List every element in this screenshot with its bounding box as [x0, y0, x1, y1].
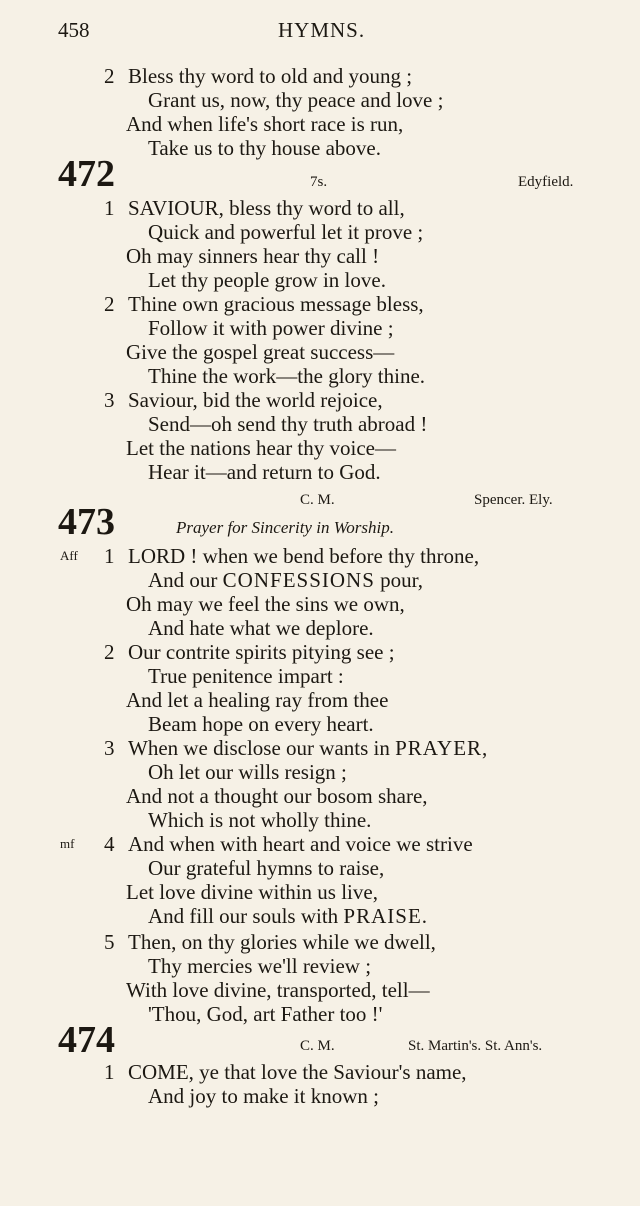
verse-line: With love divine, transported, tell—: [126, 978, 430, 1002]
verse-number: 2: [104, 64, 115, 88]
verse-number: 1: [104, 1060, 115, 1084]
verse-line: True penitence impart :: [148, 664, 344, 688]
verse-line: Thy mercies we'll review ;: [148, 954, 372, 978]
verse-line: Then, on thy glories while we dwell,: [128, 930, 436, 954]
verse-line: Which is not wholly thine.: [148, 808, 372, 832]
hymn-meter: C. M.: [300, 492, 335, 508]
verse-number: 4: [104, 832, 115, 856]
verse-line: Follow it with power divine ;: [148, 316, 394, 340]
hymn-number: 474: [58, 1019, 115, 1061]
hymn-meter: C. M.: [300, 1038, 335, 1054]
verse-line: Take us to thy house above.: [148, 136, 381, 160]
verse-line: And joy to make it known ;: [148, 1084, 379, 1108]
verse-line: And when with heart and voice we strive: [128, 832, 473, 856]
verse-line: Bless thy word to old and young ;: [128, 64, 413, 88]
verse-line: 'Thou, God, art Father too !': [148, 1002, 383, 1026]
small-caps-word: PRAYER: [395, 736, 483, 760]
verse-line: Oh may sinners hear thy call !: [126, 244, 380, 268]
verse-number: 1: [104, 544, 115, 568]
page-header: [58, 18, 600, 48]
page-number: 458: [58, 18, 90, 42]
verse-line: Oh may we feel the sins we own,: [126, 592, 405, 616]
verse-line: Thine own gracious message bless,: [128, 292, 424, 316]
verse-line: And hate what we deplore.: [148, 616, 374, 640]
verse-line: Beam hope on every heart.: [148, 712, 374, 736]
small-caps-word: CONFESSIONS: [222, 568, 375, 592]
verse-line: Hear it—and return to God.: [148, 460, 381, 484]
hymn-subtitle: Prayer for Sincerity in Worship.: [176, 518, 394, 537]
small-caps-word: PRAISE: [343, 904, 422, 928]
verse-line: And fill our souls with PRAISE.: [148, 904, 428, 928]
verse-line: Let the nations hear thy voice—: [126, 436, 396, 460]
verse-number: 3: [104, 736, 115, 760]
verse-line: Quick and powerful let it prove ;: [148, 220, 424, 244]
verse-line: And let a healing ray from thee: [126, 688, 389, 712]
verse-number: 2: [104, 640, 115, 664]
tune-name: Edyfield.: [518, 174, 574, 190]
verse-number: 3: [104, 388, 115, 412]
verse-line: Give the gospel great success—: [126, 340, 395, 364]
hymn-number: 472: [58, 153, 115, 195]
verse-line: Oh let our wills resign ;: [148, 760, 347, 784]
verse-line: Our grateful hymns to raise,: [148, 856, 385, 880]
verse-line: COME, ye that love the Saviour's name,: [128, 1060, 467, 1084]
verse-line: Our contrite spirits pitying see ;: [128, 640, 395, 664]
verse-line: Let thy people grow in love.: [148, 268, 386, 292]
tune-name: St. Martin's. St. Ann's.: [408, 1038, 543, 1054]
hymn-number: 473: [58, 501, 115, 543]
running-title: HYMNS.: [278, 18, 366, 42]
verse-line: Let love divine within us live,: [126, 880, 378, 904]
verse-line: LORD ! when we bend before thy throne,: [128, 544, 480, 568]
verse-number: 1: [104, 196, 115, 220]
verse-line: And when life's short race is run,: [126, 112, 404, 136]
dynamic-marking: mf: [60, 836, 75, 851]
verse-number: 2: [104, 292, 115, 316]
verse-number: 5: [104, 930, 115, 954]
verse-line: Thine the work—the glory thine.: [148, 364, 426, 388]
verse-line: Send—oh send thy truth abroad !: [148, 412, 428, 436]
hymn-meter: 7s.: [310, 174, 328, 190]
tune-name: Spencer. Ely.: [474, 492, 553, 508]
verse-line: When we disclose our wants in PRAYER,: [128, 736, 488, 760]
verse-line: Grant us, now, thy peace and love ;: [148, 88, 444, 112]
verse-line: Saviour, bid the world rejoice,: [128, 388, 383, 412]
verse-line: And our CONFESSIONS pour,: [148, 568, 424, 592]
verse-line: SAVIOUR, bless thy word to all,: [128, 196, 405, 220]
dynamic-marking: Aff: [60, 548, 78, 563]
verse-line: And not a thought our bosom share,: [126, 784, 428, 808]
